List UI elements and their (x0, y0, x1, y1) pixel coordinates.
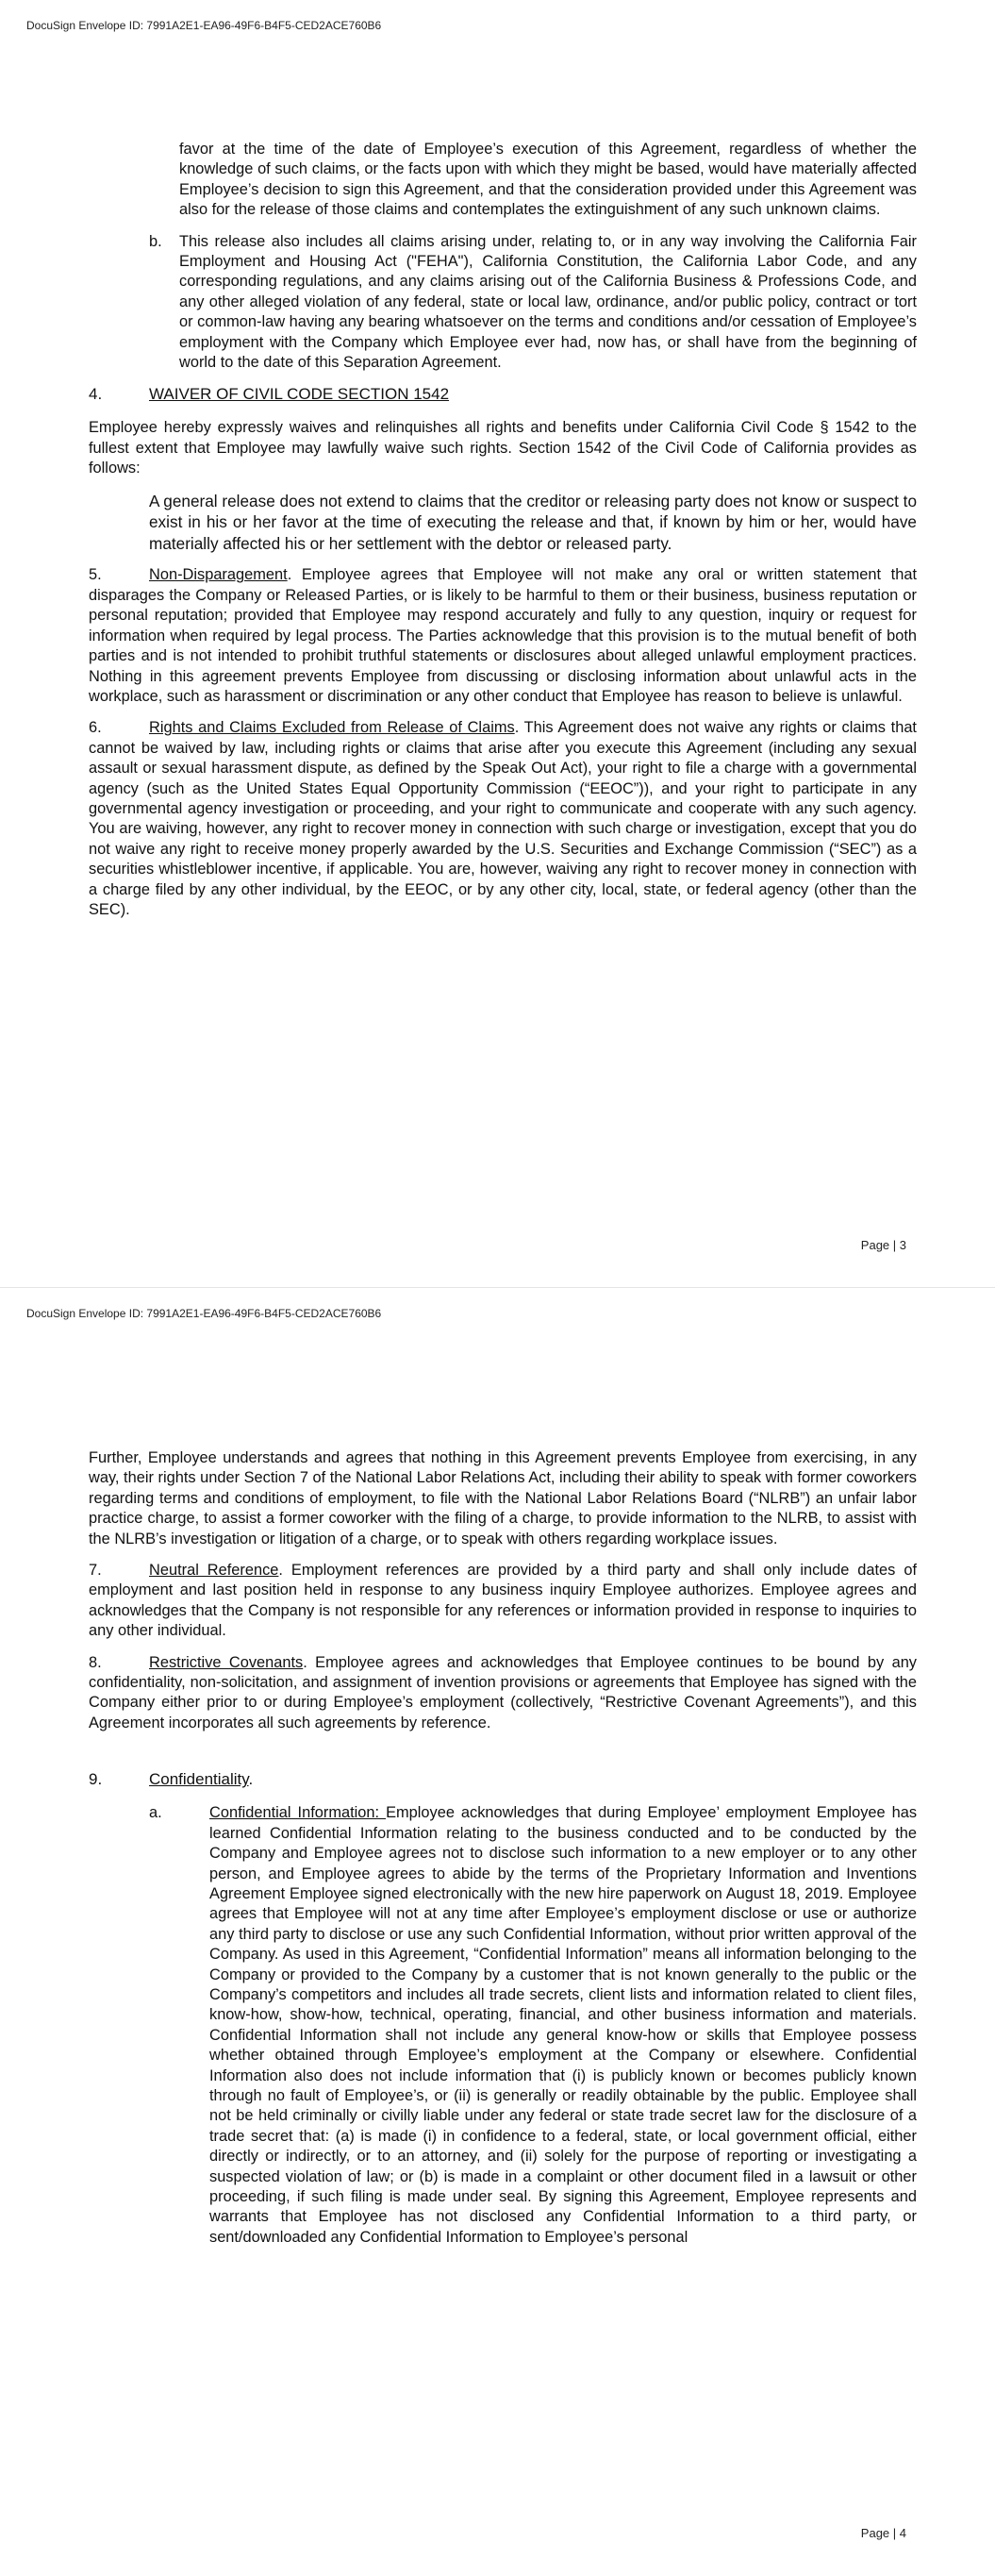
release-item-b (149, 232, 917, 374)
item-b-text: This release also includes all claims arising under, relating to, or in any way involving the California Fair Employment and Housing Act ("FEHA"), California Constitution, the California Labor Code, and any corresponding regulations, and any claims arising out of the California Business & Professions Code, and any other alleged violation of any federal, state or local law, ordinance, and/or public policy, contract or tort or common-law having any bearing whatsoever on the terms and conditions and/or cessation of Employee’s employment with the Company which Employee ever had, now has, or shall have from the beginning of world to the date of this Separation Agreement. (179, 232, 917, 372)
section-title: Neutral Reference (149, 1562, 279, 1580)
section-5 (89, 565, 917, 707)
section-number: 6. (89, 719, 102, 737)
page-3-content (89, 140, 917, 931)
section-4-heading (89, 384, 917, 405)
page-4-content (89, 1448, 917, 2248)
page-number: Page | 4 (860, 2526, 906, 2540)
section-text: . Employment references are provided by a third party and shall only include dates of employment and last position held in response to any business inquiry Employee authorizes. Employee agrees and acknowledges that the Company is not responsible for any references or information provided in response to inquiries to any other individual. (89, 1562, 917, 1640)
section-text: . This Agreement does not waive any rights or claims that cannot be waived by law, including rights or claims that arise after you execute this Agreement (including any sexual assault or sexual harassment dispute, as defined by the Speak Out Act), your right to file a charge with a governmental agency (such as the United States Equal Opportunity Commission (“EEOC”)), and your right to participate in any governmental agency investigation or proceeding, and your right to communicate and cooperate with any such agency. You are waiving, however, any right to recover money in connection with such charge or investigation, except that you do not waive any right to receive money properly awarded by the U.S. Securities and Exchange Commission (“SEC”) as a securities whistleblower incentive, if applicable. You are, however, waiving any right to recover money in connection with a charge filed by any other individual, by the EEOC, or by any other city, local, state, or federal agency (other than the SEC). (89, 719, 917, 918)
section-4-text: Employee hereby expressly waives and relinquishes all rights and benefits under California Civil Code § 1542 to the fullest extent that Employee may lawfully waive such rights. Section 1542 of the Civil Code of California provides as follows: (89, 419, 917, 477)
section-number: 7. (89, 1562, 102, 1580)
section-title: Rights and Claims Excluded from Release of Claims (149, 719, 515, 737)
spacer (89, 1745, 917, 1769)
section-number: 5. (89, 566, 102, 584)
item-a-text (209, 1803, 917, 2248)
page-number: Page | 3 (860, 1238, 906, 1252)
confidentiality-item-a (149, 1803, 917, 2248)
section-title: Confidentiality (149, 1770, 249, 1789)
section-8 (89, 1653, 917, 1734)
envelope-id: DocuSign Envelope ID: 7991A2E1-EA96-49F6-B4F5-CED2ACE760B6 (26, 19, 382, 32)
section-text: . Employee agrees and acknowledges that Employee continues to be bound by any confidentiality, non-solicitation, and assignment of invention provisions or agreements that Employee has signed with the Company either prior to or during Employee’s employment (collectively, “Restrictive Covenant Agreements”), and this Agreement incorporates all such agreements by reference. (89, 1653, 917, 1731)
section-9-heading (89, 1769, 917, 1790)
envelope-id: DocuSign Envelope ID: 7991A2E1-EA96-49F6-B4F5-CED2ACE760B6 (26, 1307, 382, 1320)
section-number: 9. (89, 1770, 103, 1789)
civil-code-quote: A general release does not extend to claims that the creditor or releasing party does not know or suspect to exist in his or her favor at the time of executing the release and that, if known by him or her, would have materially affected his or her settlement with the debtor or released party. (149, 491, 918, 553)
section-title: Non-Disparagement (149, 566, 288, 584)
document-page-4 (0, 1288, 995, 2576)
item-marker: b. (149, 232, 162, 250)
release-continuation: favor at the time of the date of Employee’s execution of this Agreement, regardless of whether the knowledge of such claims, or the facts upon with which they might be based, would have materially affected Employee’s decision to sign this Agreement, and that the consideration provided under this Agreement was also for the release of those claims and contemplates the extinguishment of any such unknown claims. (179, 141, 917, 219)
item-a-title: Confidential Information: (209, 1804, 387, 1822)
section-text: . Employee agrees that Employee will not make any oral or written statement that disparages the Company or Released Parties, or is likely to be harmful to them or their business, business reputation or personal reputation; provided that Employee may respond accurately and fully to any question, inquiry or request for information when required by legal process. The Parties acknowledge that this provision is to the mutual benefit of both parties and is not intended to prohibit truthful statements or disclosures about alleged unlawful employment practices. Nothing in this agreement prevents Employee from discussing or disclosing information about unlawful acts in the workplace, such as harassment or discrimination or any other conduct that Employee has reason to believe is unlawful. (89, 566, 917, 705)
section-number: 8. (89, 1653, 102, 1671)
section-title: Restrictive Covenants (149, 1653, 304, 1671)
section-title: WAIVER OF CIVIL CODE SECTION 1542 (149, 385, 450, 404)
section-title-suffix: . (248, 1770, 254, 1789)
item-a-body: Employee acknowledges that during Employee’ employment Employee has learned Confidential Information relating to the business conducted and to be conducted by the Company and Employee agrees not to disclose such information to a new employer or to any other person, and Employee agrees to abide by the terms of the Proprietary Information and Inventions Agreement Employee signed electronically with the new hire paperwork on August 18, 2019. Employee agrees that Employee will not at any time after Employee’s employment disclose or use or authorize any third party to disclose or use any such Confidential Information, without prior written approval of the Company. As used in this Agreement, “Confidential Information” means all information belonging to the Company or provided to the Company by a customer that is not known generally to the public or the Company’s competitors and includes all trade secrets, client lists and information related to client files, know-how, show-how, technical, operating, financial, and other business information and materials. Confidential Information shall not include any general know-how or skills that Employee possess whether obtained through Employee’s employment at the Company or elsewhere. Confidential Information also does not include information that (i) is publicly known or becomes publicly known through no fault of Employee’s, or (ii) is generally or readily obtainable by the public. Employee shall not be held criminally or civilly liable under any federal or state trade secret law for the disclosure of a trade secret that: (a) is made (i) in confidence to a federal, state, or local government official, either directly or indirectly, or to an attorney, and (ii) solely for the purpose of reporting or investigating a suspected violation of law; or (b) is made in a complaint or other document filed in a lawsuit or other proceeding, if such filing is made under seal. By signing this Agreement, Employee represents and warrants that Employee has not disclosed any Confidential Information to a third party, or sent/downloaded any Confidential Information to Employee’s personal (209, 1804, 918, 2246)
item-marker: a. (149, 1804, 162, 1822)
section-6 (89, 718, 917, 920)
section-7 (89, 1561, 917, 1642)
section-number: 4. (89, 385, 103, 404)
nlra-continuation: Further, Employee understands and agrees that nothing in this Agreement prevents Employee from exercising, in any way, their rights under Section 7 of the National Labor Relations Act, including their ability to speak with former coworkers regarding terms and conditions of employment, to file with the National Labor Relations Board (“NLRB”) an unfair labor practice charge, to assist a former coworker with the filing of a charge, to provide information to the NLRB, to assist with the NLRB’s investigation or litigation of a charge, or to speak with others regarding workplace issues. (89, 1449, 917, 1547)
